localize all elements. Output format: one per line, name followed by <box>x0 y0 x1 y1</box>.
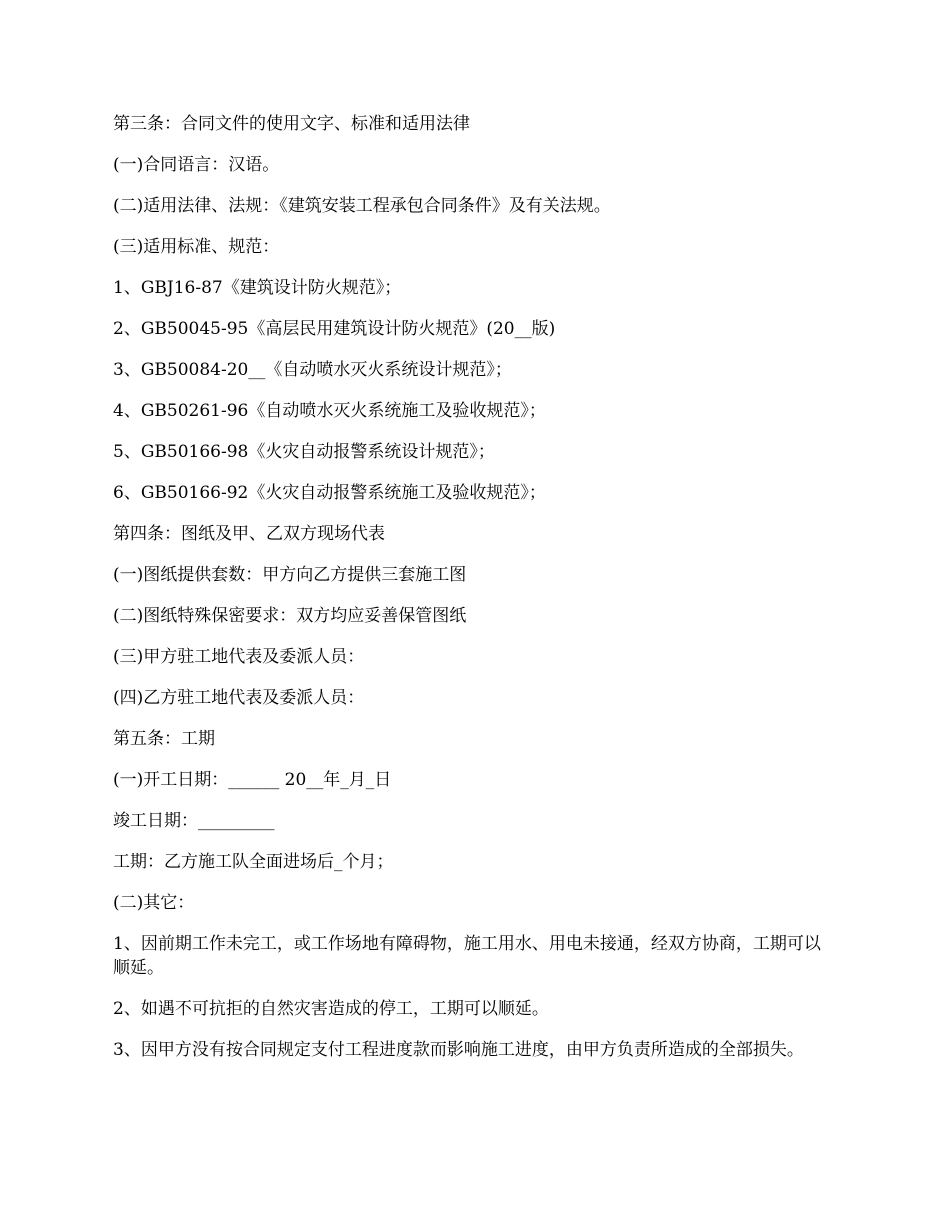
applicable-law-clause: (二)适用法律、法规：《建筑安装工程承包合同条件》及有关法规。 <box>113 196 611 216</box>
article-5-heading: 第五条：工期 <box>113 729 215 749</box>
extension-item-1: 1、因前期工作未完工，或工作场地有障碍物，施工用水、用电未接通，经双方协商，工期可以顺延。 <box>113 934 821 978</box>
other-heading: (二)其它： <box>113 893 195 913</box>
standard-item-4: 4、GB50261-96《自动喷水灭火系统施工及验收规范》； <box>113 401 546 421</box>
party-a-representative-clause: (三)甲方驻工地代表及委派人员： <box>113 647 365 667</box>
standard-item-6: 6、GB50166-92《火灾自动报警系统施工及验收规范》； <box>113 483 546 503</box>
standard-item-3: 3、GB50084-20__《自动喷水灭火系统设计规范》； <box>113 360 512 380</box>
applicable-standards-heading: (三)适用标准、规范： <box>113 237 280 257</box>
article-4-heading: 第四条：图纸及甲、乙双方现场代表 <box>113 524 385 544</box>
standard-item-2: 2、GB50045-95《高层民用建筑设计防火规范》(20__版) <box>113 319 556 339</box>
drawing-confidentiality-clause: (二)图纸特殊保密要求：双方均应妥善保管图纸 <box>113 606 467 626</box>
party-b-representative-clause: (四)乙方驻工地代表及委派人员： <box>113 688 365 708</box>
extension-item-3: 3、因甲方没有按合同规定支付工程进度款而影响施工进度，由甲方负责所造成的全部损失。 <box>113 1040 804 1060</box>
article-3-heading: 第三条：合同文件的使用文字、标准和适用法律 <box>113 114 470 134</box>
document-body <box>113 112 835 1079</box>
start-date-clause: (一)开工日期：______ 20__年_月_日 <box>113 770 392 790</box>
standard-item-5: 5、GB50166-98《火灾自动报警系统设计规范》； <box>113 442 495 462</box>
standard-item-1: 1、GBJ16-87《建筑设计防火规范》； <box>113 278 402 298</box>
completion-date-clause: 竣工日期：_________ <box>113 811 275 831</box>
extension-item-2: 2、如遇不可抗拒的自然灾害造成的停工，工期可以顺延。 <box>113 999 549 1019</box>
drawing-sets-clause: (一)图纸提供套数：甲方向乙方提供三套施工图 <box>113 565 467 585</box>
contract-language-clause: (一)合同语言：汉语。 <box>113 155 280 175</box>
duration-clause: 工期：乙方施工队全面进场后_个月； <box>113 852 394 872</box>
